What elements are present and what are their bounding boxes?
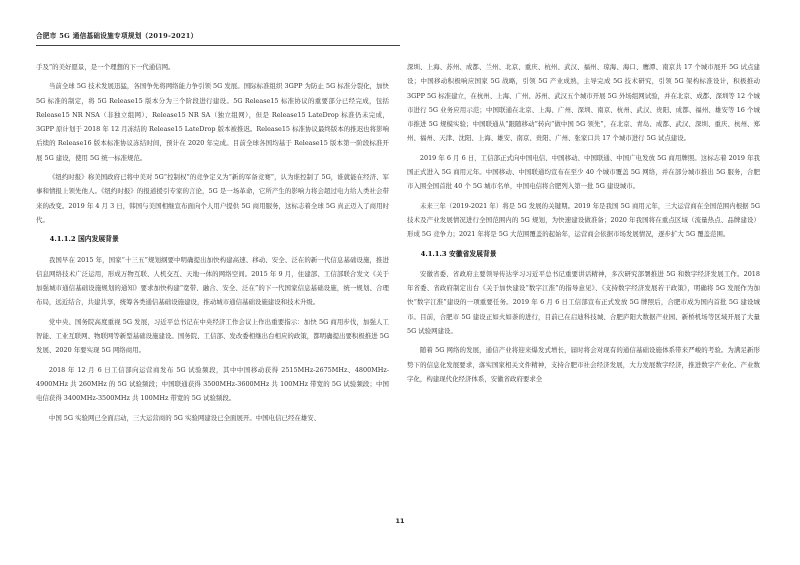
paragraph: 未来三年（2019-2021 年）将是 5G 发展的关键期。2019 年是我国 5G 商用元年，三大运营商在全国范围内根据 5G 技术及产业发展情况进行全国范围内的 5G 规划，为快速建设做准备；2020 年我国将在重点区域（流量热点、品牌建设）形成 5G 竞争力；2021 年将是 5G 大范围覆盖的起始年，运营商会依据市场发展情况，逐步扩大 5G 覆盖范围。: [407, 201, 760, 239]
paragraph: 2018 年 12 月 6 日工信部向运营商发布 5G 试验频段，其中中国移动获得 2515MHz-2675MHz、4800MHz-4900MHz 共 260MHz 的 5G 试验频段；中国联通获得 3500MHz-3600MHz 共 100MHz 带宽的 5G 试验频段；中国电信获得 3400MHz-3500MHz 共 100MHz 带宽的 5G 试验频段。: [36, 365, 389, 403]
running-header: 合肥市 5G 通信基础设施专项规划（2019-2021）: [36, 30, 400, 46]
paragraph: 安徽省委、省政府主要领导传达学习习近平总书记重要讲话精神，多次研究部署推进 5G 和数字经济发展工作。2018 年省委、省政府制定出台《关于加快建设“数字江淮”的指导意见》、《支持数字经济发展若干政策》，明确将 5G 发展作为加快“数字江淮”建设的一项重要任务。2019 年 6 月 6 日工信部宣布正式发放 5G 牌照后，合肥市成为国内首批 5G 建设城市。目前，合肥市 5G 建设正如火如荼的进行，目前已在启迪科技城、合肥庐阳大数据产业园、新桥机场等区域开展了大量 5G 试验网建设。: [407, 269, 760, 336]
paragraph: 《纽约时报》称美国政府已将中美对 5G“控制权”的竞争定义为“新的军备竞赛”，认为谁控制了 5G，谁就能在经济、军事和情报上领先他人。《纽约时报》的报道援引专家的言论，5G 是一场革命，它所产生的影响力将会超过电力给人类社会带来的改变。2019 年 4 月 3 日，韩国与美国相继宣布面向个人用户提供 5G 商用服务，这标志着全球 5G 真正迈入了商用时代。: [36, 173, 389, 224]
left-column: [36, 60, 389, 430]
paragraph: 手及”的美好愿景，是一个理想的下一代通信网。: [36, 63, 175, 71]
paragraph: 深圳、上海、苏州、成都、兰州、北京、重庆、杭州、武汉、福州、琼海、海口、鹰潭、南京共 17 个城市展开 5G 试点建设；中国移动积极响应国家 5G 战略，引领 5G 产业成熟，主导完成 5G 技术研究，引领 5G 架构标准设计，积极推动 3GPP 5G 标准建立，在杭州、上海、广州、苏州、武汉五个城市开展 5G 外场组网试验，并在北京、成都、深圳等 12 个城市进行 5G 业务应用示范；中国联通在北京、上海、广州、深圳、南京、杭州、武汉、贵阳、成都、福州、雄安等 16 个城市推进 5G 规模实验；中国联通从“跟随移动”转向“做中国 5G 领先”，在北京、青岛、成都、武汉、深圳、重庆、杭州、郑州、福州、天津、沈阳、上海、雄安、南京、贵阳、广州、张家口共 17 个城市进行 5G 试点建设。: [407, 63, 760, 143]
right-column: [407, 60, 760, 391]
section-heading: 4.1.1.3 安徽省发展背景: [420, 249, 497, 258]
paragraph: 当前全球 5G 技术发展迅猛，各国争先将网络能力争引领 5G 发展。国际标准组织 3GPP 为防止 5G 标准分裂化，加快 5G 标准的制定，将 5G Release15 版本分为三个阶段进行建设。5G Release15 标准协议的重要部分已经完成，包括 Release15 NR NSA（非独立组网）、Release15 NR SA（独立组网），但是 Release15 LateDrop 标准仍未完成，3GPP 原计划于 2018 年 12 月冻结的 Release15 LateDrop 版本被推迟。Release15 标准协议最终版本的推迟也将影响后续的 Release16 版本标准协议冻结时间，预计在 2020 年完成。目前全球各国均基于 Release15 版本第一阶段标准开展 5G 建设，使用 5G 统一标准规范。: [36, 82, 389, 162]
paragraph: 2019 年 6 月 6 日，工信部正式向中国电信、中国移动、中国联通、中国广电发放 5G 商用牌照。这标志着 2019 年我国正式进入 5G 商用元年。中国移动、中国联通均宣布在至少 40 个城市覆盖 5G 网络，并在部分城市推出 5G 服务，合肥市入围全国首批 40 个 5G 城市名单，中国电信将合肥列入第一批 5G 建设城市。: [407, 153, 760, 191]
section-heading: 4.1.1.2 国内发展背景: [49, 235, 119, 244]
paragraph: 随着 5G 网络的发展，通信产业将迎来爆发式增长，届时将会对现有的通信基础设施体系带来严峻的考验。为满足新形势下的信息化发展要求，落实国家相关文件精神，支持合肥市社会经济发展，大力发展数字经济，推进数字产业化、产业数字化，构建现代化经济体系，安徽省政府要求全: [407, 346, 760, 383]
page-number: 11: [395, 517, 405, 525]
paragraph: 中国 5G 实验网已全面启动，三大运营商的 5G 实验网建设已全面展开。中国电信已经在雄安、: [48, 413, 321, 422]
paragraph: 我国早在 2015 年，国家“十三五”规划纲要中明确提出加快构建高速、移动、安全、泛在的新一代信息基础设施，推进信息网络技术广泛运用，形成万物互联、人机交互、天地一体的网络空间。2015 年 9 月，住建部、工信部联合发文《关于加强城市通信基础设施规划的通知》要求加快构建“宽带、融合、安全、泛在”的下一代国家信息基础设施，统一规划、合理布局，远近结合，共建共享，统筹各类通信基础设施建设，推动城市通信基础设施建设和技术升级。: [36, 255, 389, 307]
paragraph: 党中央、国务院高度重视 5G 发展，习近平总书记在中央经济工作会议上作出重要指示：加快 5G 商用步伐，加强人工智能、工业互联网、物联网等新型基础设施建设。国务院、工信部、发改委相继出台相应的政策，都明确提出要积极推进 5G 发展、2020 年要实现 5G 网络商用。: [36, 317, 389, 355]
